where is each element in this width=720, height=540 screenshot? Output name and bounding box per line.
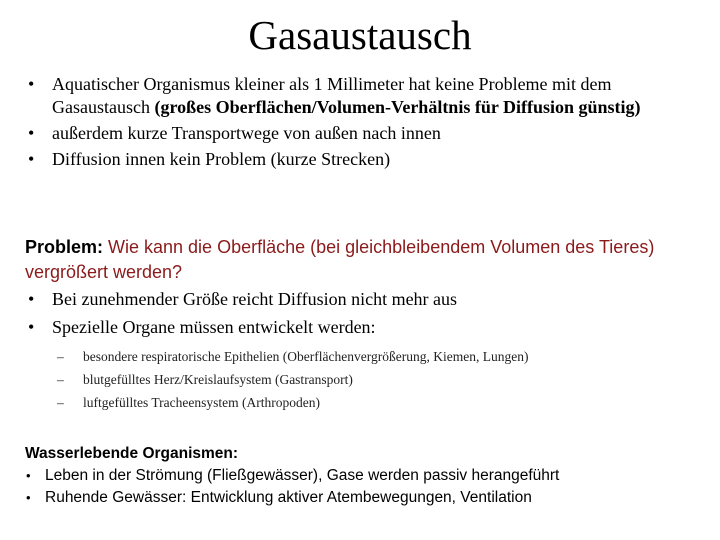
sublist-item xyxy=(57,368,697,391)
list-item xyxy=(22,288,702,311)
water-organisms-section xyxy=(25,443,715,509)
bullet-icon: • xyxy=(28,317,35,337)
bullet-icon: • xyxy=(26,468,31,483)
problem-statement xyxy=(25,235,705,285)
bullet-text: Spezielle Organe müssen entwickelt werden: xyxy=(52,317,376,337)
dash-icon: – xyxy=(57,372,64,387)
list-item xyxy=(22,316,702,339)
sublist-item xyxy=(57,345,697,368)
list-item xyxy=(22,148,702,171)
dash-icon: – xyxy=(57,395,64,410)
bullet-text: Leben in der Strömung (Fließgewässer), Gase werden passiv herangeführt xyxy=(45,467,560,484)
sublist-text: blutgefülltes Herz/Kreislaufsystem (Gastransport) xyxy=(83,372,353,387)
list-item xyxy=(25,487,715,509)
slide-title: Gasaustausch xyxy=(248,12,472,58)
bullet-icon: • xyxy=(28,74,35,94)
sublist-text: besondere respiratorische Epithelien (Oberflächenvergrößerung, Kiemen, Lungen) xyxy=(83,349,529,364)
bullet-text: Ruhende Gewässer: Entwicklung aktiver Atembewegungen, Ventilation xyxy=(45,489,532,506)
problem-label: Problem: xyxy=(25,237,104,257)
sublist-text: luftgefülltes Tracheensystem (Arthropoden) xyxy=(83,395,320,410)
bullet-icon: • xyxy=(28,123,35,143)
list-item xyxy=(22,122,702,145)
bullet-text: Aquatischer Organismus kleiner als 1 Millimeter hat keine Probleme mit dem Gasaustausch xyxy=(52,74,612,117)
problem-bullet-list xyxy=(22,288,702,339)
organ-sublist xyxy=(57,345,697,414)
bullet-icon: • xyxy=(28,289,35,309)
intro-bullet-list xyxy=(22,73,702,171)
bullet-icon: • xyxy=(28,149,35,169)
dash-icon: – xyxy=(57,349,64,364)
section-heading: Wasserlebende Organismen: xyxy=(25,445,239,462)
bullet-icon: • xyxy=(26,490,31,505)
bullet-text: Bei zunehmender Größe reicht Diffusion nicht mehr aus xyxy=(52,289,458,309)
list-item xyxy=(22,73,702,119)
bullet-text: außerdem kurze Transportwege von außen nach innen xyxy=(52,123,441,143)
list-item xyxy=(25,465,715,487)
sublist-item xyxy=(57,391,697,414)
bullet-bold-text: (großes Oberflächen/Volumen-Verhältnis für Diffusion günstig) xyxy=(154,97,641,117)
problem-question: Wie kann die Oberfläche (bei gleichbleibendem Volumen des Tieres) vergrößert werden? xyxy=(25,237,655,282)
bullet-text: Diffusion innen kein Problem (kurze Strecken) xyxy=(52,149,391,169)
